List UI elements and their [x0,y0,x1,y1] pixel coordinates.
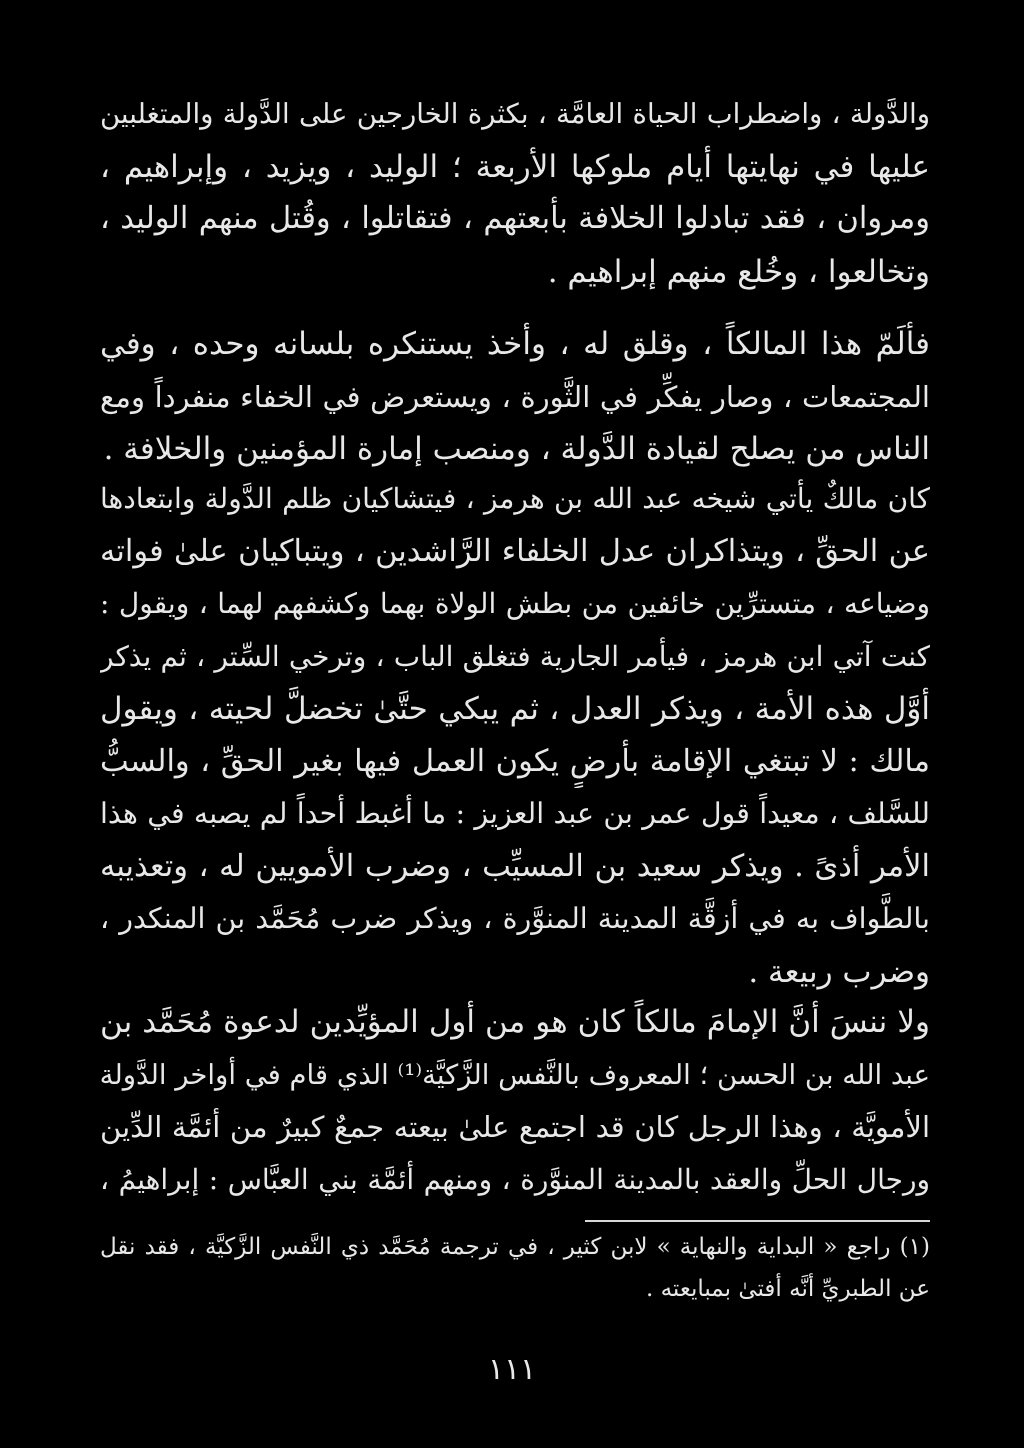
text-line: وضرب ربيعة . [748,953,930,990]
text-line: ولا ننسَ أنَّ الإمامَ مالكاً كان هو من أول المؤيِّدين لدعوة مُحَمَّد بن [100,1004,930,1040]
text-line: والدَّولة ، واضطراب الحياة العامَّة ، بكثرة الخارجين على الدَّولة والمتغلبين [100,98,930,130]
paragraph-4 [100,996,930,1206]
footnote-divider [585,1220,930,1222]
text-line: الأمر أذىً . ويذكر سعيد بن المسيِّب ، وضرب الأمويين له ، وتعذيبه [100,848,930,884]
paragraph-1 [100,88,930,298]
paragraph-3 [100,473,930,998]
text-line: المجتمعات ، وصار يفكِّر في الثَّورة ، ويستعرض في الخفاء منفرداً ومع [100,379,930,414]
text-line: ورجال الحلِّ والعقد بالمدينة المنوَّرة ، ومنهم أئمَّة بني العبَّاس : إبراهيمُ ، [100,1162,930,1196]
text-line: الناس من يصلح لقيادة الدَّولة ، ومنصب إمارة المؤمنين والخلافة . [103,431,930,467]
text-line: كان مالكٌ يأتي شيخه عبد الله بن هرمز ، فيتشاكيان ظلم الدَّولة وابتعادها [100,482,930,515]
text-line: ومروان ، فقد تبادلوا الخلافة بأبعتهم ، فتقاتلوا ، وقُتل منهم الوليد ، [100,201,930,236]
page-number: ١١١ [487,1352,537,1387]
text-line: أوَّل هذه الأمة ، ويذكر العدل ، ثم يبكي حتَّىٰ تخضلَّ لحيته ، ويقول [100,691,930,727]
text-line: وتخالعوا ، وخُلع منهم إبراهيم . [547,253,930,290]
footnote-line: (١) راجع « البداية والنهاية » لابن كثير ، في ترجمة مُحَمَّد ذي النَّفس الزَّكيَّة ، فقد نقل [100,1234,930,1260]
text-line: مالك : لا تبتغي الإقامة بأرضٍ يكون العمل فيها بغير الحقِّ ، والسبُّ [100,743,930,779]
text-line: للسَّلف ، معيداً قول عمر بن عبد العزيز : ما أغبط أحداً لم يصبه في هذا [100,797,930,830]
text-line: عليها في نهايتها أيام ملوكها الأربعة ؛ الوليد ، ويزيد ، وإبراهيم ، [100,148,930,185]
paragraph-2 [100,318,930,476]
text-line: فألَمّ هذا المالكاً ، وقلق له ، وأخذ يستنكره بلسانه وحده ، وفي [100,326,930,362]
text-line: عبد الله بن الحسن ؛ المعروف بالنَّفس الزَّكيَّة⁽¹⁾ الذي قام في أواخر الدَّولة [100,1058,930,1091]
footnote [100,1226,930,1310]
text-line: وضياعه ، متسترِّين خائفين من بطش الولاة بهما وكشفهم لهما ، ويقول : [100,587,930,620]
text-line: كنت آتي ابن هرمز ، فيأمر الجارية فتغلق الباب ، وترخي السِّتر ، ثم يذكر [100,639,930,673]
text-line: عن الحقِّ ، ويتذاكران عدل الخلفاء الرَّاشدين ، ويتباكيان علىٰ فواته [100,533,930,569]
text-line: الأمويَّة ، وهذا الرجل كان قد اجتمع علىٰ بيعته جمعٌ كبيرٌ من أئمَّة الدِّين [100,1110,930,1144]
footnote-line: عن الطبريِّ أنَّه أفتىٰ بمبايعته . [645,1276,930,1302]
text-line: بالطَّواف به في أزقَّة المدينة المنوَّرة ، ويذكر ضرب مُحَمَّد بن المنكدر ، [100,902,930,935]
